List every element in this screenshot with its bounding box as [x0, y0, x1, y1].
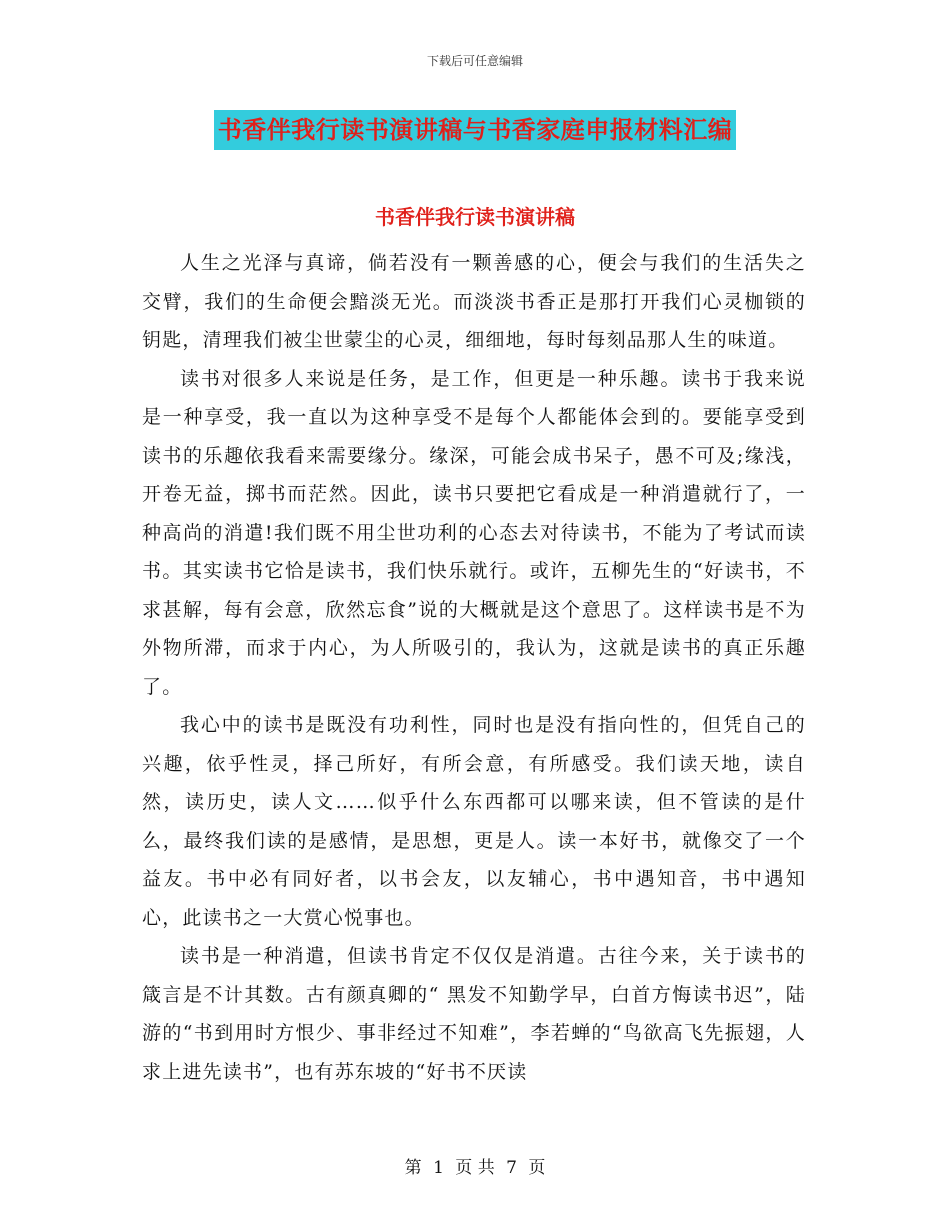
footer-middle: 页 共	[455, 1158, 495, 1178]
header-note: 下载后可任意编辑	[426, 54, 523, 68]
page-footer	[0, 1153, 950, 1178]
total-page-count: 7	[506, 1158, 517, 1178]
paragraph: 人生之光泽与真谛，倘若没有一颗善感的心，便会与我们的生活失之交臂，我们的生命便会黯淡无光。而淡淡书香正是那打开我们心灵枷锁的钥匙，清理我们被尘世蒙尘的心灵，细细地，每时每刻品那人生的味道。	[142, 252, 806, 351]
main-title-container	[0, 110, 950, 150]
footer-suffix: 页	[528, 1158, 546, 1178]
footer-prefix: 第	[404, 1158, 422, 1178]
document-body	[142, 244, 806, 1091]
current-page-number: 1	[433, 1158, 444, 1178]
sub-title: 书香伴我行读书演讲稿	[375, 205, 575, 229]
main-title: 书香伴我行读书演讲稿与书香家庭申报材料汇编	[214, 110, 737, 150]
paragraph: 读书是一种消遣，但读书肯定不仅仅是消遣。古往今来，关于读书的箴言是不计其数。古有颜真卿的“ 黑发不知勤学早，白首方悔读书迟”，陆游的“书到用时方恨少、事非经过不知难”，李若蝉的“鸟欲高飞先振翅，人求上进先读书”，也有苏东坡的“好书不厌读	[142, 945, 806, 1083]
paragraph: 读书对很多人来说是任务，是工作，但更是一种乐趣。读书于我来说是一种享受，我一直以为这种享受不是每个人都能体会到的。要能享受到读书的乐趣依我看来需要缘分。缘深，可能会成书呆子，愚不可及;缘浅，开卷无益，掷书而茫然。因此，读书只要把它看成是一种消遣就行了，一种高尚的消遣!我们既不用尘世功利的心态去对待读书，不能为了考试而读书。其实读书它恰是读书，我们快乐就行。或许，五柳先生的“好读书，不求甚解，每有会意，欣然忘食”说的大概就是这个意思了。这样读书是不为外物所滞，而求于内心，为人所吸引的，我认为，这就是读书的真正乐趣了。	[142, 367, 806, 698]
paragraph: 我心中的读书是既没有功利性，同时也是没有指向性的，但凭自己的兴趣，依乎性灵，择己所好，有所会意，有所感受。我们读天地，读自然，读历史，读人文……似乎什么东西都可以哪来读，但不管读的是什么，最终我们读的是感情，是思想，更是人。读一本好书，就像交了一个益友。书中必有同好者，以书会友，以友辅心，书中遇知音，书中遇知心，此读书之一大赏心悦事也。	[142, 714, 806, 929]
